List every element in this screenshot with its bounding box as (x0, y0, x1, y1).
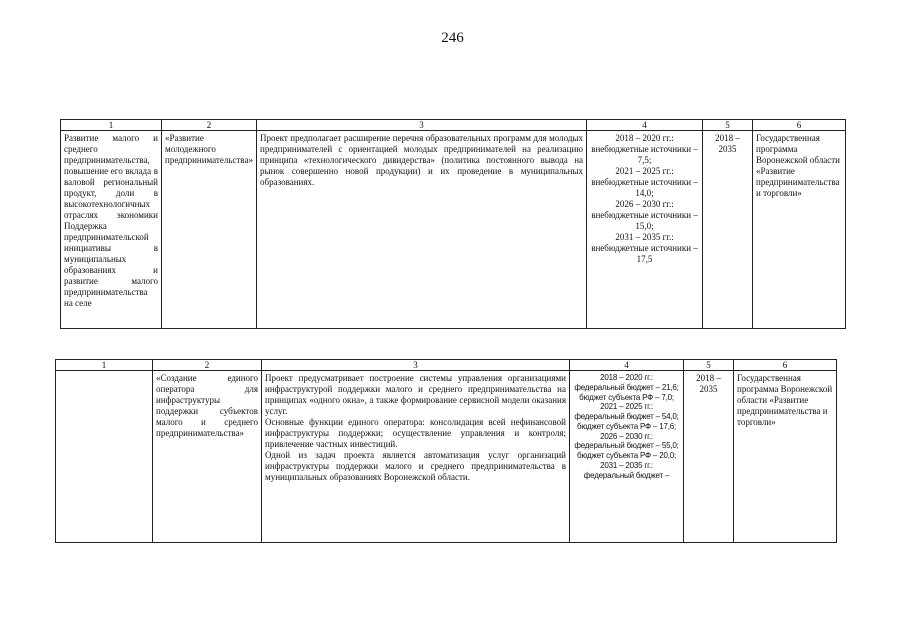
funding-cell: 2018 – 2020 гг.: внебюджетные источники – 7,5; 2021 – 2025 гг.: внебюджетные источники – 14,0; 2026 – 2030 гг.: внебюджетные источники – 15,0; 2031 – 2035 гг.: внебюджетные источники – 17,5 (587, 131, 703, 329)
period-cell: 2018 – 2035 (684, 371, 734, 543)
table-header-row (56, 360, 837, 371)
table-row (61, 131, 846, 329)
table-row (56, 371, 837, 543)
header-col-1: 1 (56, 360, 153, 371)
funding-cell: 2018 – 2020 гг.: федеральный бюджет – 21,6; бюджет субъекта РФ – 7,0; 2021 – 2025 гг.: федеральный бюджет – 54,0; бюджет субъекта РФ – 17,6; 2026 – 2030 гг.: федеральный бюджет – 55,0; бюджет субъекта РФ – 20,0; 2031 – 2035 гг.: федеральный бюджет – (570, 371, 684, 543)
header-col-4: 4 (570, 360, 684, 371)
header-col-5: 5 (703, 120, 753, 131)
program-cell: Государственная программа Воронежской области «Развитие предпринимательства и торговли» (734, 371, 837, 543)
project-name-cell: «Создание единого оператора для инфраструктуры поддержки субъектов малого и среднего предпринимательства» (153, 371, 262, 543)
project-description-cell: Проект предполагает расширение перечня образовательных программ для молодых предпринимателей с ориентацией молодых предпринимателей на реализацию принципа «технологического дивидерства» (политика постоянного вывода на рынок совершенно новой продукции) и их проведение в муниципальных образованиях. (257, 131, 587, 329)
header-col-6: 6 (734, 360, 837, 371)
period-cell: 2018 – 2035 (703, 131, 753, 329)
header-col-2: 2 (162, 120, 257, 131)
description-paragraph-3: Одной из задач проекта является автоматизация услуг организаций инфраструктуры поддержки малого и среднего предпринимательства в муниципальных образованиях Воронежской области. (265, 449, 566, 482)
goal-cell: Развитие малого и среднего предпринимательства, повышение его вклада в валовой региональный продукт, доли в высокотехнологичных отраслях экономики Поддержка предпринимательской инициативы в муниципальных образованиях и развитие малого предпринимательства на селе (61, 131, 162, 329)
header-col-5: 5 (684, 360, 734, 371)
page-number: 246 (441, 30, 464, 46)
table-header-row (61, 120, 846, 131)
header-col-3: 3 (262, 360, 570, 371)
header-col-2: 2 (153, 360, 262, 371)
description-paragraph-2: Основные функции единого оператора: консолидация всей нефинансовой инфраструктуры поддержки; осуществление управления и контроля; привлечение частных инвестиций. (265, 416, 566, 449)
table-first (60, 119, 846, 329)
goal-cell (56, 371, 153, 543)
description-paragraph-1: Проект предусматривает построение системы управления организациями инфраструктурой поддержки малого и среднего предпринимательства на принципах «одного окна», а также формирование сервисной модели оказания услуг. (265, 373, 566, 416)
project-description-cell (262, 371, 570, 543)
header-col-6: 6 (753, 120, 846, 131)
project-name-cell: «Развитие молодежного предпринимательства» (162, 131, 257, 329)
program-cell: Государственная программа Воронежской области «Развитие предпринимательства и торговли» (753, 131, 846, 329)
header-col-1: 1 (61, 120, 162, 131)
header-col-4: 4 (587, 120, 703, 131)
header-col-3: 3 (257, 120, 587, 131)
table-second (55, 359, 837, 543)
